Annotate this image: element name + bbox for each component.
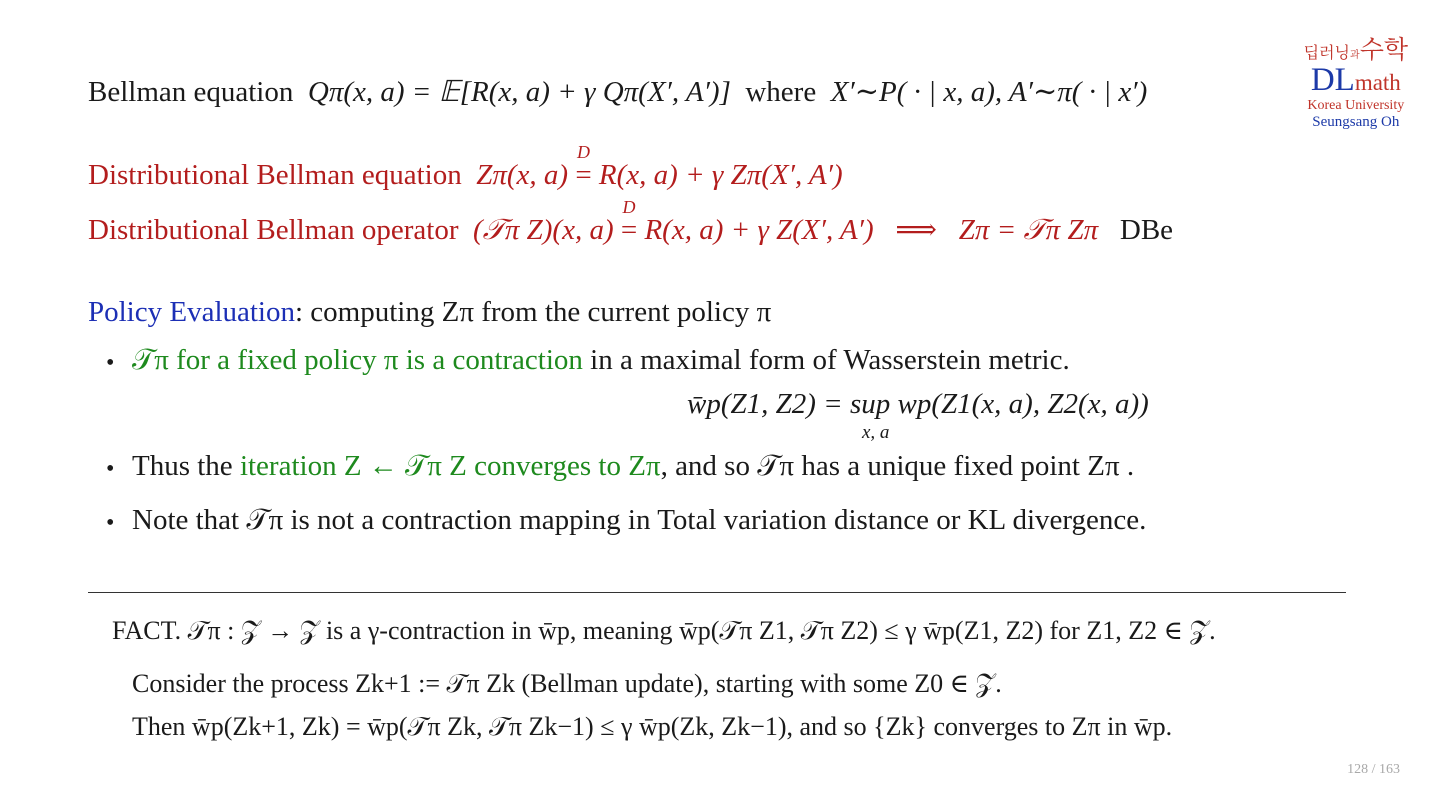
logo-author: Seungsang Oh — [1312, 113, 1400, 130]
dist-eq-label: Distributional Bellman equation — [88, 159, 462, 191]
implies-symbol: ⟹ — [895, 214, 937, 246]
bullet1-green: 𝒯π for a fixed policy π is a contraction — [132, 344, 583, 376]
policy-evaluation-heading: Policy Evaluation — [88, 296, 295, 328]
bullet1-rest: in a maximal form of Wasserstein metric. — [582, 344, 1070, 376]
bullet-contraction — [132, 346, 1070, 375]
bellman-equation-line — [88, 78, 1147, 107]
page-number: 128 / 163 — [1347, 762, 1400, 777]
fact-line-1: FACT. 𝒯π : 𝒵 → 𝒵 is a γ-contraction in w̄p, meaning w̄p(𝒯π Z1, 𝒯π Z2) ≤ γ w̄p(Z1, Z2) for Z1, Z2 ∈ 𝒵. — [112, 616, 1216, 645]
bellman-condition: X′∼P( · | x, a), A′∼π( · | x′) — [830, 76, 1148, 108]
logo — [1304, 30, 1408, 131]
bellman-formula: Qπ(x, a) = 𝔼[R(x, a) + γ Qπ(X′, A′)] — [307, 76, 731, 108]
dist-eq-lhs: Zπ(x, a) — [476, 159, 569, 191]
wasserstein-metric-formula: w̄p(Z1, Z2) = sup wp(Z1(x, a), Z2(x, a)) — [687, 388, 1149, 420]
divider-rule — [88, 592, 1346, 593]
bellman-where: where — [745, 76, 817, 108]
fact-line-3: Then w̄p(Zk+1, Zk) = w̄p(𝒯π Zk, 𝒯π Zk−1) ≤ γ w̄p(Zk, Zk−1), and so {Zk} converges to Zπ in w̄p. — [132, 712, 1173, 741]
dist-bellman-operator-line — [88, 197, 1174, 246]
dist-op-label: Distributional Bellman operator — [88, 214, 459, 246]
metric-sup-subscript: x, a — [862, 422, 890, 443]
fact-line-2: Consider the process Zk+1 := 𝒯π Zk (Bellman update), starting with some Z0 ∈ 𝒵. — [132, 669, 1002, 698]
dist-bellman-equation-line — [88, 142, 843, 191]
dist-op-lhs: (𝒯π Z)(x, a) — [472, 214, 614, 246]
equal-in-distribution: D = — [575, 142, 592, 191]
bullet-iteration: Thus the iteration Z ← 𝒯π Z converges to Zπ, and so 𝒯π has a unique fixed point Zπ . — [132, 450, 1135, 482]
policy-evaluation-rest: : computing Zπ from the current policy π — [295, 296, 772, 328]
dist-op-fixed-point: Zπ = 𝒯π Zπ — [958, 214, 1099, 246]
bullet-note: Note that 𝒯π is not a contraction mapping in Total variation distance or KL divergence. — [132, 504, 1147, 536]
logo-dlmath: DLmath — [1310, 62, 1401, 98]
bullet-dot: • — [106, 510, 115, 536]
dist-op-abbr: DBe — [1119, 214, 1174, 246]
bullet-dot: • — [106, 350, 115, 376]
policy-evaluation-line — [88, 298, 771, 327]
bellman-label: Bellman equation — [88, 76, 294, 108]
logo-university: Korea University — [1307, 97, 1405, 113]
equal-in-distribution: D = — [620, 197, 638, 246]
bullet-dot: • — [106, 456, 115, 482]
dist-eq-rhs: R(x, a) + γ Zπ(X′, A′) — [598, 159, 843, 191]
bullet2-green: iteration Z ← 𝒯π Z converges to Zπ — [239, 450, 661, 482]
logo-korean: 딥러닝과수학 — [1303, 35, 1408, 64]
dist-op-rhs: R(x, a) + γ Z(X′, A′) — [644, 214, 874, 246]
